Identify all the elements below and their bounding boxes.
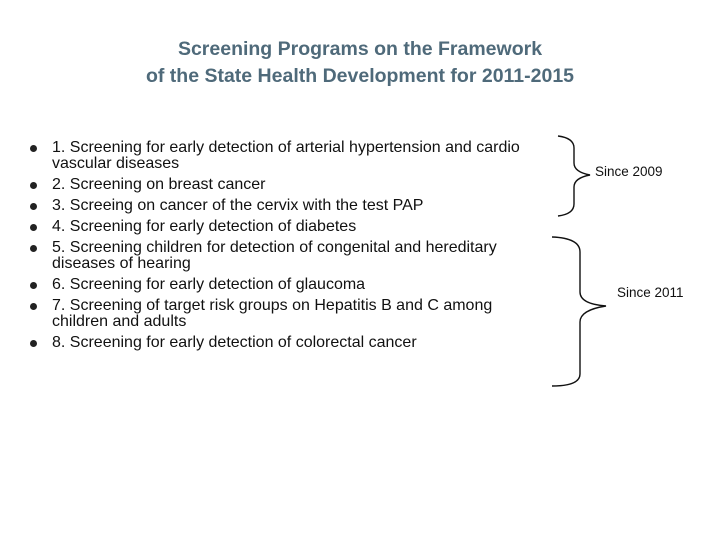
- since-2009-label: Since 2009: [595, 164, 663, 179]
- list-item-text: 8. Screening for early detection of colorectal cancer: [52, 334, 417, 351]
- brace-2011: [552, 237, 606, 386]
- list-item-text: 4. Screening for early detection of diabetes: [52, 218, 357, 235]
- list-item-text: 3. Screeing on cancer of the cervix with the test PAP: [52, 197, 424, 214]
- since-2011-label: Since 2011: [617, 285, 684, 300]
- list-item-text: 2. Screening on breast cancer: [52, 176, 266, 193]
- list-item-text: 7. Screening of target risk groups on Hepatitis B and C among children and adults: [52, 297, 493, 330]
- brace-2009: [558, 136, 590, 216]
- list-item-text: 6. Screening for early detection of glaucoma: [52, 276, 366, 293]
- list-item-text: 1. Screening for early detection of arterial hypertension and cardio vascular diseases: [52, 139, 520, 172]
- title-line-2: of the State Health Development for 2011-2015: [145, 65, 575, 87]
- title-line-1: Screening Programs on the Framework: [177, 38, 543, 60]
- list-item-text: 5. Screening children for detection of congenital and hereditary diseases of hearing: [52, 239, 497, 272]
